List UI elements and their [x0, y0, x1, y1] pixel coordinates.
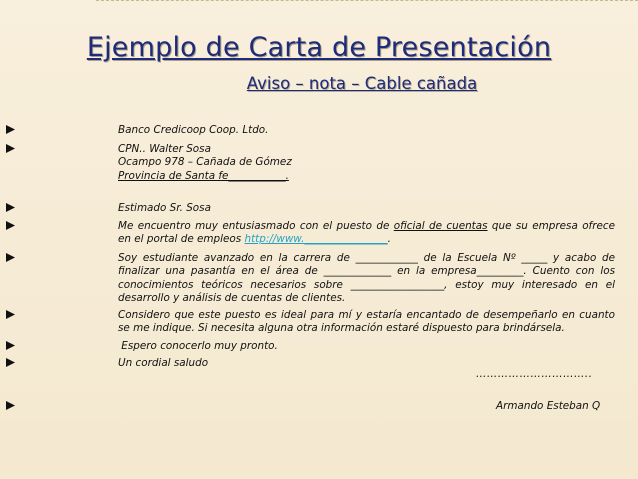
province: Provincia de Santa fe___________. — [118, 169, 289, 182]
bullet-icon — [6, 341, 15, 350]
bullet-icon — [6, 310, 15, 319]
top-divider — [96, 0, 638, 2]
paragraph-4: Espero conocerlo muy pronto. — [118, 340, 278, 352]
bullet-icon — [6, 253, 15, 262]
bullet-icon — [6, 401, 15, 410]
greeting: Estimado Sr. Sosa — [118, 202, 211, 214]
bullet-icon — [6, 125, 15, 134]
recipient-name: CPN.. Walter Sosa — [118, 143, 211, 155]
job-title: oficial de cuentas — [393, 220, 488, 232]
signature-name: Armando Esteban Q — [496, 400, 601, 412]
address-block — [118, 143, 615, 183]
bullet-icon — [6, 203, 15, 212]
slide-subtitle: Aviso – nota – Cable cañada — [246, 74, 478, 93]
street-address: Ocampo 978 – Cañada de Gómez — [118, 156, 292, 169]
closing: Un cordial saludo — [118, 357, 209, 369]
slide-title: Ejemplo de Carta de Presentación — [86, 32, 552, 63]
paragraph-1-text-a: Me encuentro muy entusiasmado con el puesto de — [118, 220, 394, 232]
signature-line: ………………………….. — [476, 368, 593, 380]
paragraph-2: Soy estudiante avanzado en la carrera de ____________ de la Escuela Nº _____ y acabo de finalizar una pasantía en el área de _____________ en la empresa_________. Cuento con los conocimientos teóricos necesarios sobre __________________, estoy muy interesado en el desarrollo y análisis de cuentas de clientes. — [118, 252, 615, 304]
paragraph-1-text-e: . — [387, 233, 391, 246]
paragraph-1 — [118, 220, 615, 247]
bullet-icon — [6, 221, 15, 230]
paragraph-3: Considero que este puesto es ideal para mí y estaría encantado de desempeñarlo en cuanto se me indique. Si necesita alguna otra información estaré dispuesto para brindársela. — [118, 309, 615, 335]
job-portal-link[interactable]: http://www.________________ — [244, 233, 388, 246]
paragraph-1-text-c: que su empresa ofrece en el portal de empleos — [118, 220, 615, 246]
bullet-icon — [6, 144, 15, 153]
bank-name: Banco Credicoop Coop. Ltdo. — [118, 124, 269, 136]
bullet-icon — [6, 358, 15, 367]
